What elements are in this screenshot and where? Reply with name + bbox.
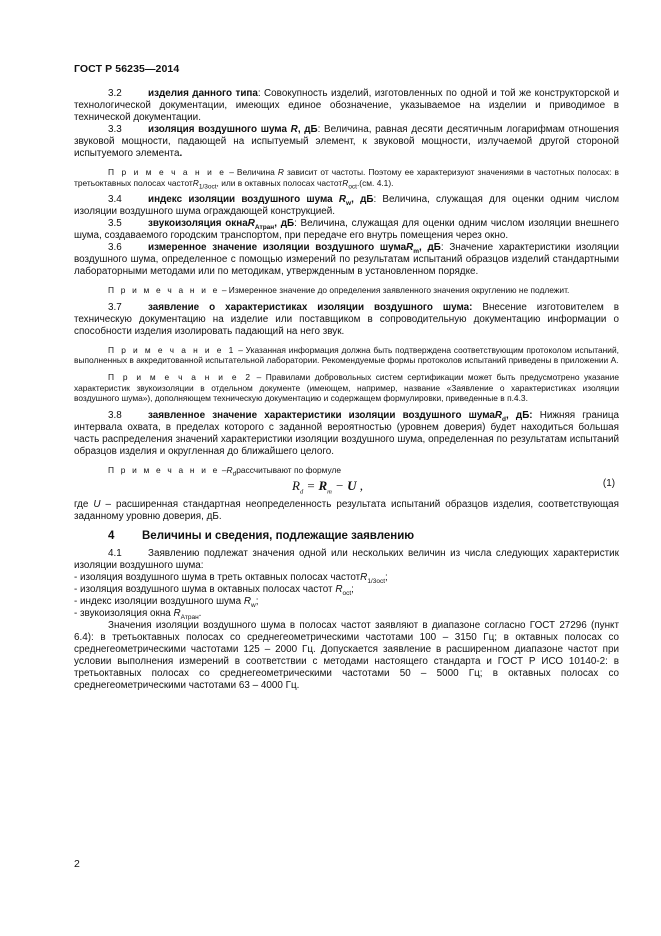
clause-3-5 (74, 218, 619, 242)
document-body (74, 88, 619, 692)
note-label: П р и м е ч а н и е 1 (108, 344, 236, 355)
definition: : Величина, равная десяти десятичным логарифмам отношения звуковой мощности, падающей на испытуемый элемент, к звуковой мощности, излучаемой другой стороной испытуемого элемента (74, 124, 619, 159)
list-item: - индекс изоляции воздушного шума $R_w$; (74, 596, 259, 610)
clause-number: 3.7 (108, 301, 122, 313)
definition: : Величина, служащая для оценки одним числом изоляции внешнего шума, создаваемого городским транспортом, при передаче его внутрь помещения через окно. (74, 218, 619, 242)
note-3-6: П р и м е ч а н и е – Измеренное значение до определения заявленного значения округлению не подлежит. (108, 285, 570, 296)
clause-number: 4.1 (108, 548, 122, 560)
note-3-8: П р и м е ч а н и е $-R_dрассчитывают$ по формуле (108, 464, 342, 478)
page-number: 2 (74, 858, 80, 870)
clause-4-1-continued: Значения изоляции воздушного шума в полосах частот заявляют в диапазоне согласно ГОСТ 27296 (пункт 6.4): в третьоктавных полосах со среднегеометрическими частотами 100 – 3150 Гц; в октавных полосах со среднегеометрическими частотами 125 – 2000 Гц. Допускается заявление в расширенном диапазоне частот при условии выполнения измерений в соответствии с методами настоящего стандарта и ГОСТ Р ИСО 10140-2: в третьоктавных полосах со среднегеометрическими частотами 50 – 5000 Гц; в октавных полосах со среднегеометрическими частотами 63 – 4000 Гц. (74, 620, 619, 692)
clause-number: 3.4 (108, 194, 122, 206)
note-label: П р и м е ч а н и е 2 (108, 371, 253, 382)
clause-number: 3.6 (108, 242, 122, 254)
clause-number: 3.5 (108, 218, 122, 230)
section-4-heading (74, 530, 619, 542)
list-item: - звукоизоляция окна $R_{Атран}$. (74, 608, 202, 622)
formula-expression: $R_d = R_m - U$ , (292, 478, 364, 496)
section-title: Величины и сведения, подлежащие заявлению (142, 530, 415, 543)
note-label: П р и м е ч а н и е (108, 285, 220, 296)
term: звукоизоляция окнаR$_{Aтран}$, дБ (148, 218, 295, 232)
term: заявление о характеристиках изоляции воздушного шума: (148, 301, 473, 313)
clause-3-3: 3.3 изоляция воздушного шума R, дБ: Величина, равная десяти десятичным логарифмам отношения звуковой мощности, падающей на испытуемый элемент, к звуковой мощности, излучаемой другой стороной испытуемого элемента. (74, 124, 619, 159)
note-label: П р и м е ч а н и е (108, 464, 220, 475)
clause-3-4 (74, 194, 619, 218)
clause-3-8 (74, 410, 619, 458)
list-item: - изоляция воздушного шума в треть октавных полосах частотR$_{1/3oct}$; (74, 572, 388, 586)
definition: : Величина, служащая для оценки одним числом изоляции воздушного шума ограждающей конструкцией. (74, 194, 619, 218)
term: изоляция воздушного шума R, дБ (148, 124, 318, 135)
note-3-7-2: П р и м е ч а н и е 2 – Правилами добровольных систем сертификации может быть предусмотрено указание характеристик звукоизоляции в отдельном документе (имеющем, например, название «Заявление о характеристиках изоляции воздушного шума»), дополняющем техническую документацию и содержащем формулировки, приведенные в п.4.3. (74, 371, 620, 404)
term: индекс изоляции воздушного шума $R_w$, дБ (148, 194, 374, 208)
clause-3-6 (74, 242, 619, 278)
term: измеренное значение изоляции воздушного шумаR$_m$, дБ (148, 242, 441, 256)
note-3-3: П р и м е ч а н и е – Величина R зависит от частоты. Поэтому ее характеризуют значениями в частотных полосах: в третьоктавных полосах частотR$_{1/3oct}$, или в октавных полосах частотR$_{oct}$.(см. 4.1). (74, 167, 619, 191)
definition: : Совокупность изделий, изготовленных по одной и той же конструкторской и технологической документации, имеющих единое обозначение, указываемое на изделии и приводимое в технической документации. (74, 88, 619, 123)
definition: Внесение изготовителем в техническую документацию на изделие или поставщиком в сопроводительную документацию информации о способности изделия изолировать падающий на него звук. (74, 301, 619, 337)
section-number: 4 (108, 530, 115, 543)
term: изделия данного типа (148, 88, 258, 99)
note-3-7-1: П р и м е ч а н и е 1 – Указанная информация должна быть подтверждена соответствующим протоколом испытаний, выполненных в аккредитованной испытательной лаборатории. Рекомендуемые формы протоколов испытаний приведены в приложении А. (74, 344, 619, 366)
list-item: - изоляция воздушного шума в октавных полосах частот $R_{oct}$; (74, 584, 354, 598)
term: заявленное значение характеристики изоляции воздушного шумаR$_d$, дБ: (148, 409, 533, 423)
clause-number: 3.3 (108, 124, 122, 135)
formula-explanation: где U – расширенная стандартная неопределенность результата испытаний образцов изделия, соответствующая заданному уровню доверия, дБ. (74, 499, 619, 523)
definition: : Значение характеристики изоляции воздушного шума, определенное с помощью измерений по результатам испытаний образцов изделий стандартными лабораторными методами или по методикам, утвержденным в установленном порядке. (74, 242, 619, 278)
formula-number: (1) (602, 478, 615, 490)
clause-number: 3.2 (108, 88, 122, 99)
formula-1 (74, 477, 619, 499)
document-header: ГОСТ Р 56235—2014 (74, 63, 180, 75)
clause-3-2 (74, 88, 619, 124)
clause-3-7 (74, 302, 619, 338)
clause-number: 3.8 (108, 409, 122, 421)
note-label: П р и м е ч а н и е (108, 167, 227, 177)
definition: Нижняя граница интервала охвата, в пределах которого с заданной вероятностью (уровнем доверия) будет находиться большая часть распределения значений характеристики изоляции воздушного шума, определенная по результатам испытаний образцов изделия и округленная до ближайшего целого. (74, 409, 620, 457)
clause-4-1: 4.1 Заявлению подлежат значения одной или нескольких величин из числа следующих характеристик изоляции воздушного шума: (74, 548, 619, 572)
